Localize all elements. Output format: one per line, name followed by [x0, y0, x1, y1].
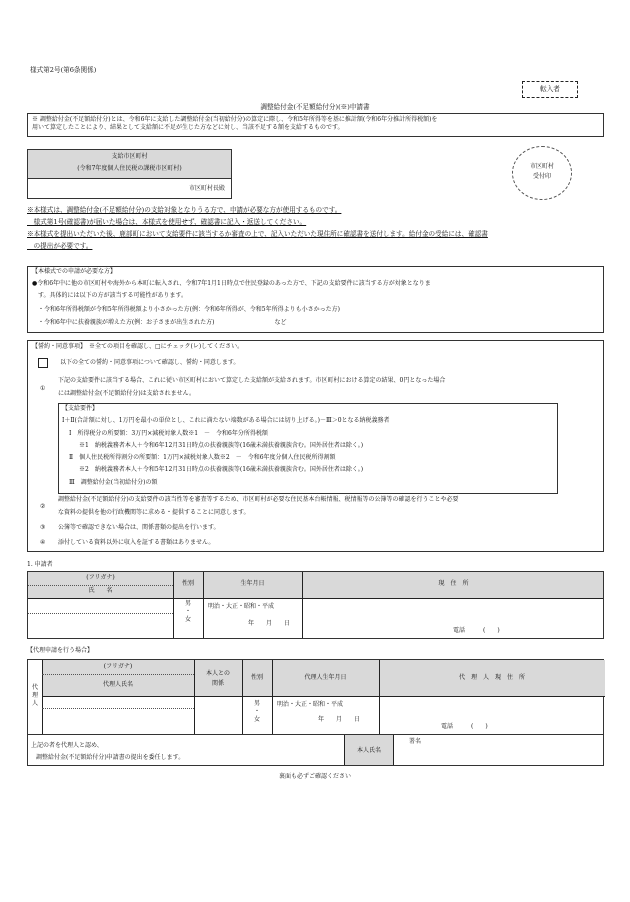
gender-female[interactable]: 女: [184, 616, 191, 623]
footer-note: 裏面も必ずご確認ください: [278, 773, 351, 780]
item4-text: 添付している資料以外に収入を証する書類はありません。: [58, 539, 215, 546]
applicant-gender-field[interactable]: [173, 600, 203, 624]
proxy-name-field[interactable]: [44, 710, 192, 734]
applicant-dob-header: 生年月日: [240, 580, 265, 587]
need-box: [27, 266, 604, 333]
item1-line-1: 下記の支給要件に該当する場合、これに従い市区町村において算定した支給額が支給されます。市区町村における算定の結果、0円となった場合: [58, 377, 446, 384]
applicant-era[interactable]: 明治・大正・昭和・平成: [208, 603, 275, 610]
proxy-section-title: 【代理申請を行う場合】: [27, 647, 94, 654]
reception-stamp: [512, 146, 572, 200]
delegation-row: [27, 734, 604, 766]
need-title: 【本様式での申請が必要な方】: [32, 268, 117, 275]
need-line-3: ・令和6年所得税額が令和5年所得税額より小さかった方(例：令和6年所得が、令和5年所得よりも小さかった方): [32, 306, 340, 313]
proxy-furigana-field[interactable]: [44, 698, 192, 707]
proxy-furigana-header: (フリガナ): [103, 663, 133, 670]
item1-num: ①: [40, 385, 46, 392]
recipient-line-3: 市区町村長殿: [188, 185, 225, 192]
item2-line-2: な資料の提供を他の行政機関等に求める・提供することに同意します。: [58, 509, 250, 516]
proxy-gender-male[interactable]: 男: [253, 700, 260, 707]
pledge-header: 【誓約・同意事項】 ※全ての項目を確認し、□にチェック(レ)してください。: [32, 343, 244, 350]
req-title: 【支給要件】: [62, 405, 99, 412]
proxy-address-header: 代 理 人 現 住 所: [458, 674, 525, 681]
req-line-4: Ⅱ 個人住民税所得割分の所要額：1万円×減税対象人数※2 － 令和6年度分個人住民税所得割額: [69, 454, 336, 461]
applicant-section-title: 1. 申請者: [27, 561, 53, 568]
delegate-line-2: 調整給付金(不足額給付分)申請書の提出を委任します。: [36, 754, 185, 761]
item2-line-1: 調整給付金(不足額給付分)の支給要件の該当性等を審査等するため、市区町村が必要な住民基本台帳情報、税情報等の公簿等の確認を行うことや必要: [58, 496, 459, 503]
note-line-2: 様式第1号(確認書)が届いた場合は、本様式を使用せず、確認書に記入・返送してください。: [27, 218, 307, 226]
transfer-badge: [522, 81, 578, 98]
applicant-address-field[interactable]: [304, 600, 603, 626]
req-line-5: ※2 納税義務者本人＋令和5年12月31日時点の扶養親族等(16歳未満扶養親族含む。国外居住者は除く。): [73, 466, 364, 473]
applicant-table: [27, 571, 604, 639]
stamp-line-1: 市区町村: [529, 163, 554, 170]
recipient-box: [27, 149, 232, 199]
proxy-ymd[interactable]: 年 月 日: [318, 716, 361, 723]
note-line-4: の提出が必要です。: [27, 242, 93, 250]
proxy-gender-sep: ・: [253, 708, 260, 715]
applicant-furigana-field[interactable]: [30, 600, 171, 612]
proxy-gender-field[interactable]: [242, 700, 272, 724]
req-line-3: ※1 納税義務者本人＋令和6年12月31日時点の扶養親族等(16歳未満扶養親族含む。国外居住者は除く。): [73, 442, 364, 449]
item3-text: 公簿等で確認できない場合は、関係書類の提出を行います。: [58, 524, 220, 531]
req-line-1: Ⅰ＋Ⅱ(合計額に対し、1万円を最小の単位とし、これに満たない端数がある場合には切り上げる。)－Ⅲ＞0となる納税義務者: [62, 417, 390, 424]
proxy-address-field[interactable]: [381, 698, 603, 720]
recipient-line-1: 支給市区町村: [111, 153, 148, 160]
delegate-line-1: 上記の者を代理人と認め、: [31, 742, 103, 749]
agree-checkbox[interactable]: [38, 358, 48, 368]
proxy-relation-field[interactable]: [196, 698, 240, 734]
proxy-side-3: 人: [31, 700, 38, 707]
proxy-era[interactable]: 明治・大正・昭和・平成: [277, 701, 344, 708]
applicant-ymd[interactable]: 年 月 日: [248, 620, 291, 627]
proxy-side-label: [28, 684, 42, 708]
applicant-furigana-header: (フリガナ): [86, 574, 115, 581]
proxy-side-2: 理: [31, 692, 38, 699]
self-name-label: 本人氏名: [356, 747, 381, 754]
requirements-box: [58, 403, 558, 494]
req-line-6: Ⅲ 調整給付金(当初給付分)の額: [69, 479, 158, 486]
item1-line-2: には調整給付金(不足額給付分)は支給されません。: [58, 390, 196, 397]
signature-label: 署名: [409, 738, 422, 745]
item2-num: ②: [40, 503, 46, 510]
applicant-name-field[interactable]: [30, 615, 171, 637]
proxy-name-header: 代理人氏名: [102, 681, 133, 688]
need-line-2: す。具体的には以下の方が該当する可能性があります。: [32, 292, 188, 299]
intro-line-2: 用いて算定したことにより、結果として支給額に不足が生じた方などに対し、当該不足する額を支給するものです。: [32, 124, 344, 131]
gender-male[interactable]: 男: [184, 600, 191, 607]
applicant-gender-header: 性別: [181, 580, 194, 587]
applicant-address-header: 現 住 所: [438, 580, 469, 587]
proxy-gender-female[interactable]: 女: [253, 716, 260, 723]
proxy-relation-header-1: 本人との: [205, 670, 230, 677]
pledge-box: [27, 340, 604, 552]
intro-line-1: ※ 調整給付金(不足額給付分)とは、令和6年に支給した調整給付金(当初給付分)の算定に際し、令和5年所得等を基に推計額(令和6年分推計所得税額)を: [32, 116, 438, 123]
applicant-phone[interactable]: 電話 ( ): [453, 627, 500, 634]
page-title: 調整給付金(不足額給付分)(※)申請書: [260, 103, 370, 111]
need-line-1: ●令和6年中に他の市区町村や海外から本町に転入され、令和7年1月1日時点で住民登録のあった方で、下記の支給要件に該当する方が対象となりま: [32, 280, 431, 287]
proxy-relation-header-2: 関係: [211, 680, 224, 687]
gender-sep: ・: [184, 608, 191, 615]
stamp-line-2: 受付印: [532, 173, 551, 180]
proxy-table: [27, 659, 604, 735]
proxy-dob-header: 代理人生年月日: [304, 674, 347, 681]
item4-num: ④: [40, 539, 46, 546]
need-line-4: ・令和6年中に扶養親族が増えた方(例：お子さまが出生された方) など: [32, 319, 287, 326]
req-line-2: Ⅰ 所得税分の所要額：3万円×減税対象人数※1 － 令和6年分所得税額: [69, 430, 268, 437]
transfer-badge-label: 転入者: [540, 85, 560, 93]
note-line-1: ※本様式は、調整給付金(不足額給付分)の支給対象となりうる方で、申請が必要な方が使用するものです。: [27, 206, 342, 214]
agree-label: 以下の全ての誓約・同意事項について確認し、誓約・同意します。: [60, 359, 240, 366]
proxy-gender-header: 性別: [250, 674, 263, 681]
note-line-3: ※本様式を提出いただいた後、鹿部町において支給要件に該当するか審査の上で、記入いただいた現住所に確認書を送付します。給付金の受給には、確認書: [27, 230, 488, 238]
proxy-side-1: 代: [31, 684, 38, 691]
proxy-phone[interactable]: 電話 ( ): [441, 723, 488, 730]
applicant-name-header: 氏 名: [88, 587, 113, 594]
signature-field[interactable]: [395, 747, 601, 765]
intro-box: [27, 113, 604, 137]
recipient-line-2: (令和7年度個人住民税の課税市区町村): [77, 165, 182, 172]
item3-num: ③: [40, 524, 46, 531]
form-number: 様式第2号(第6条関係): [30, 66, 97, 74]
